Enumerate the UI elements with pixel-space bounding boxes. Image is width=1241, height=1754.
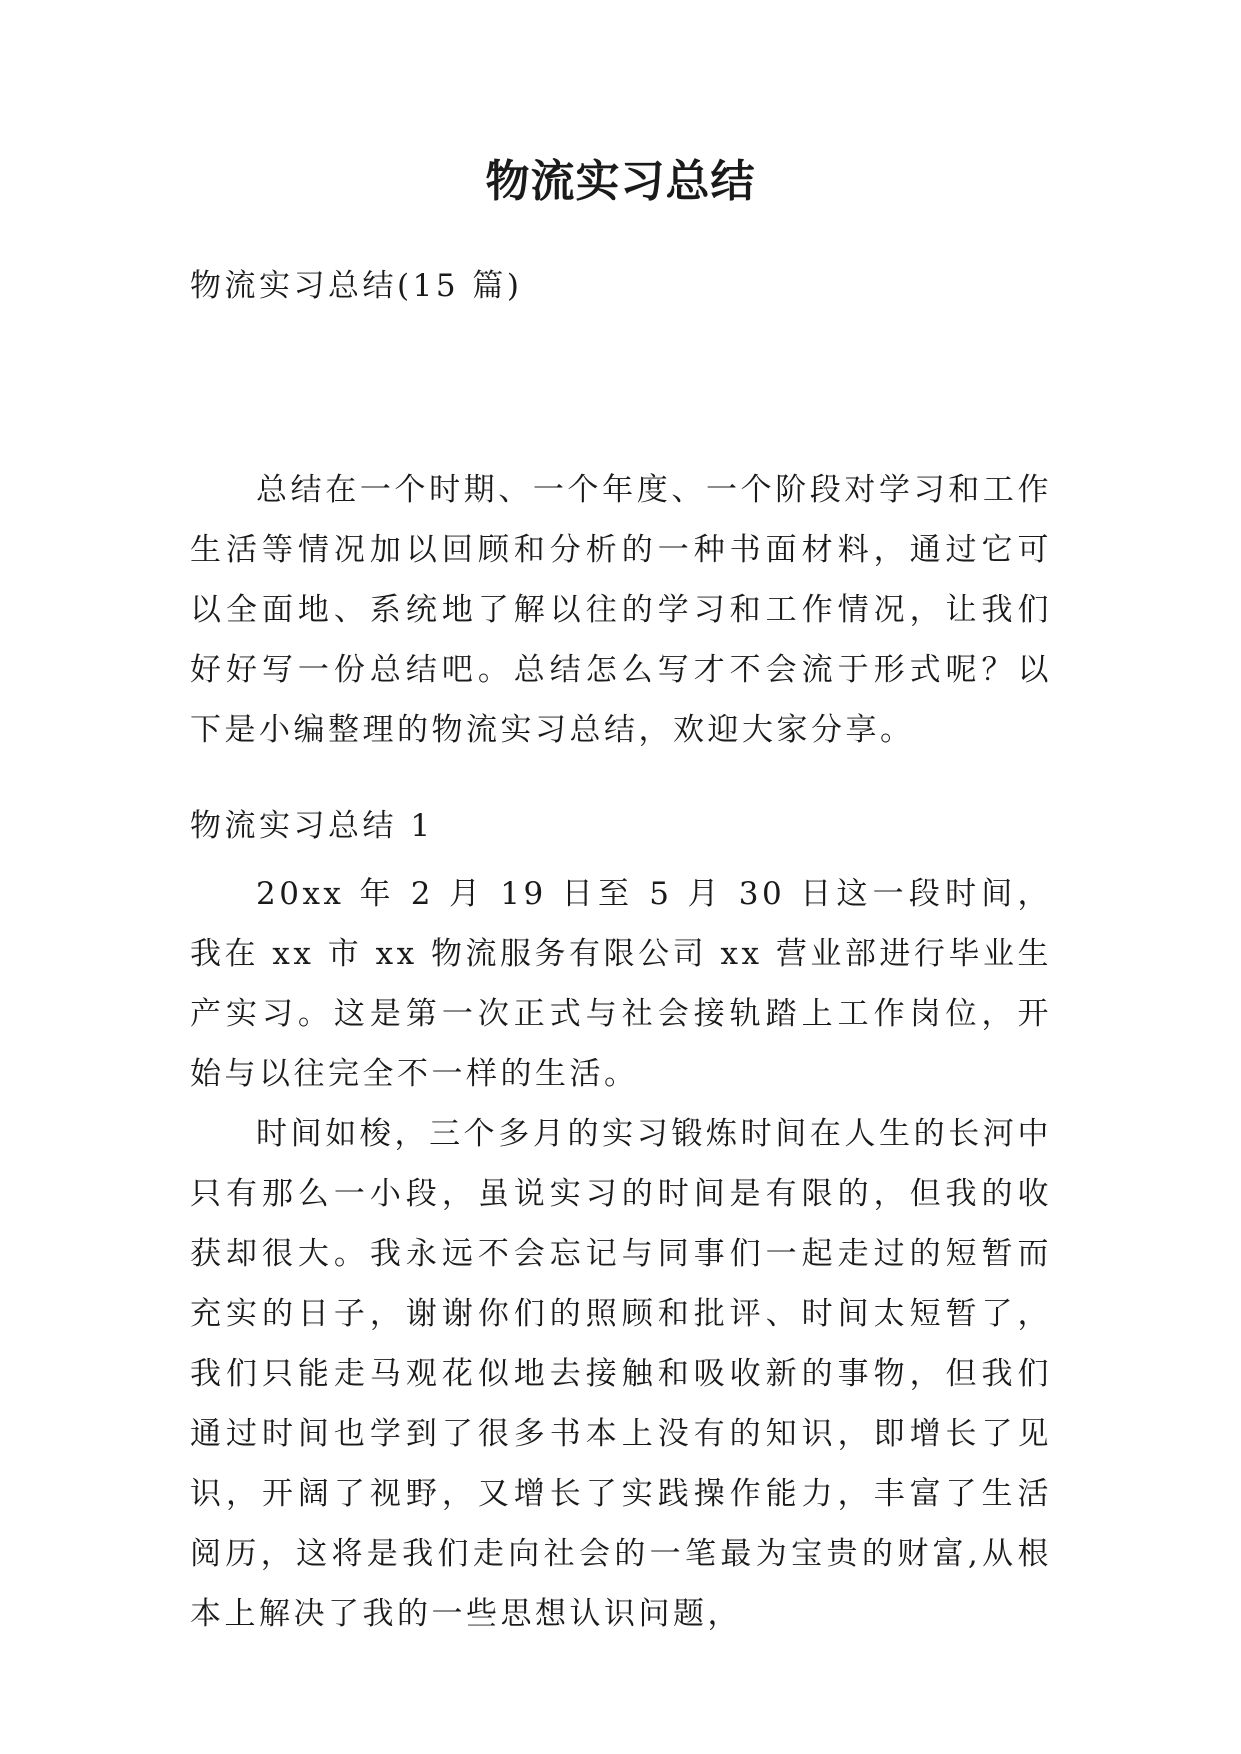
document-subtitle: 物流实习总结(15 篇) [190, 268, 523, 304]
intro-paragraph: 总结在一个时期、一个年度、一个阶段对学习和工作生活等情况加以回顾和分析的一种书面材料，通过它可以全面地、系统地了解以往的学习和工作情况，让我们好好写一份总结吧。总结怎么写才不会流于形式呢？以下是小编整理的物流实习总结，欢迎大家分享。 [190, 472, 1052, 748]
section-heading: 物流实习总结 1 [190, 808, 434, 844]
body-paragraph: 20xx 年 2 月 19 日至 5 月 30 日这一段时间，我在 xx 市 xx 物流服务有限公司 xx 营业部进行毕业生产实习。这是第一次正式与社会接轨踏上工作岗位，开始与以往完全不一样的生活。 [190, 876, 1052, 1092]
document-title: 物流实习总结 [485, 156, 756, 207]
body-paragraph: 时间如梭，三个多月的实习锻炼时间在人生的长河中只有那么一小段，虽说实习的时间是有限的，但我的收获却很大。我永远不会忘记与同事们一起走过的短暂而充实的日子，谢谢你们的照顾和批评、时间太短暂了，我们只能走马观花似地去接触和吸收新的事物，但我们通过时间也学到了很多书本上没有的知识，即增长了见识，开阔了视野，又增长了实践操作能力，丰富了生活阅历，这将是我们走向社会的一笔最为宝贵的财富,从根本上解决了我的一些思想认识问题， [190, 1116, 1052, 1632]
